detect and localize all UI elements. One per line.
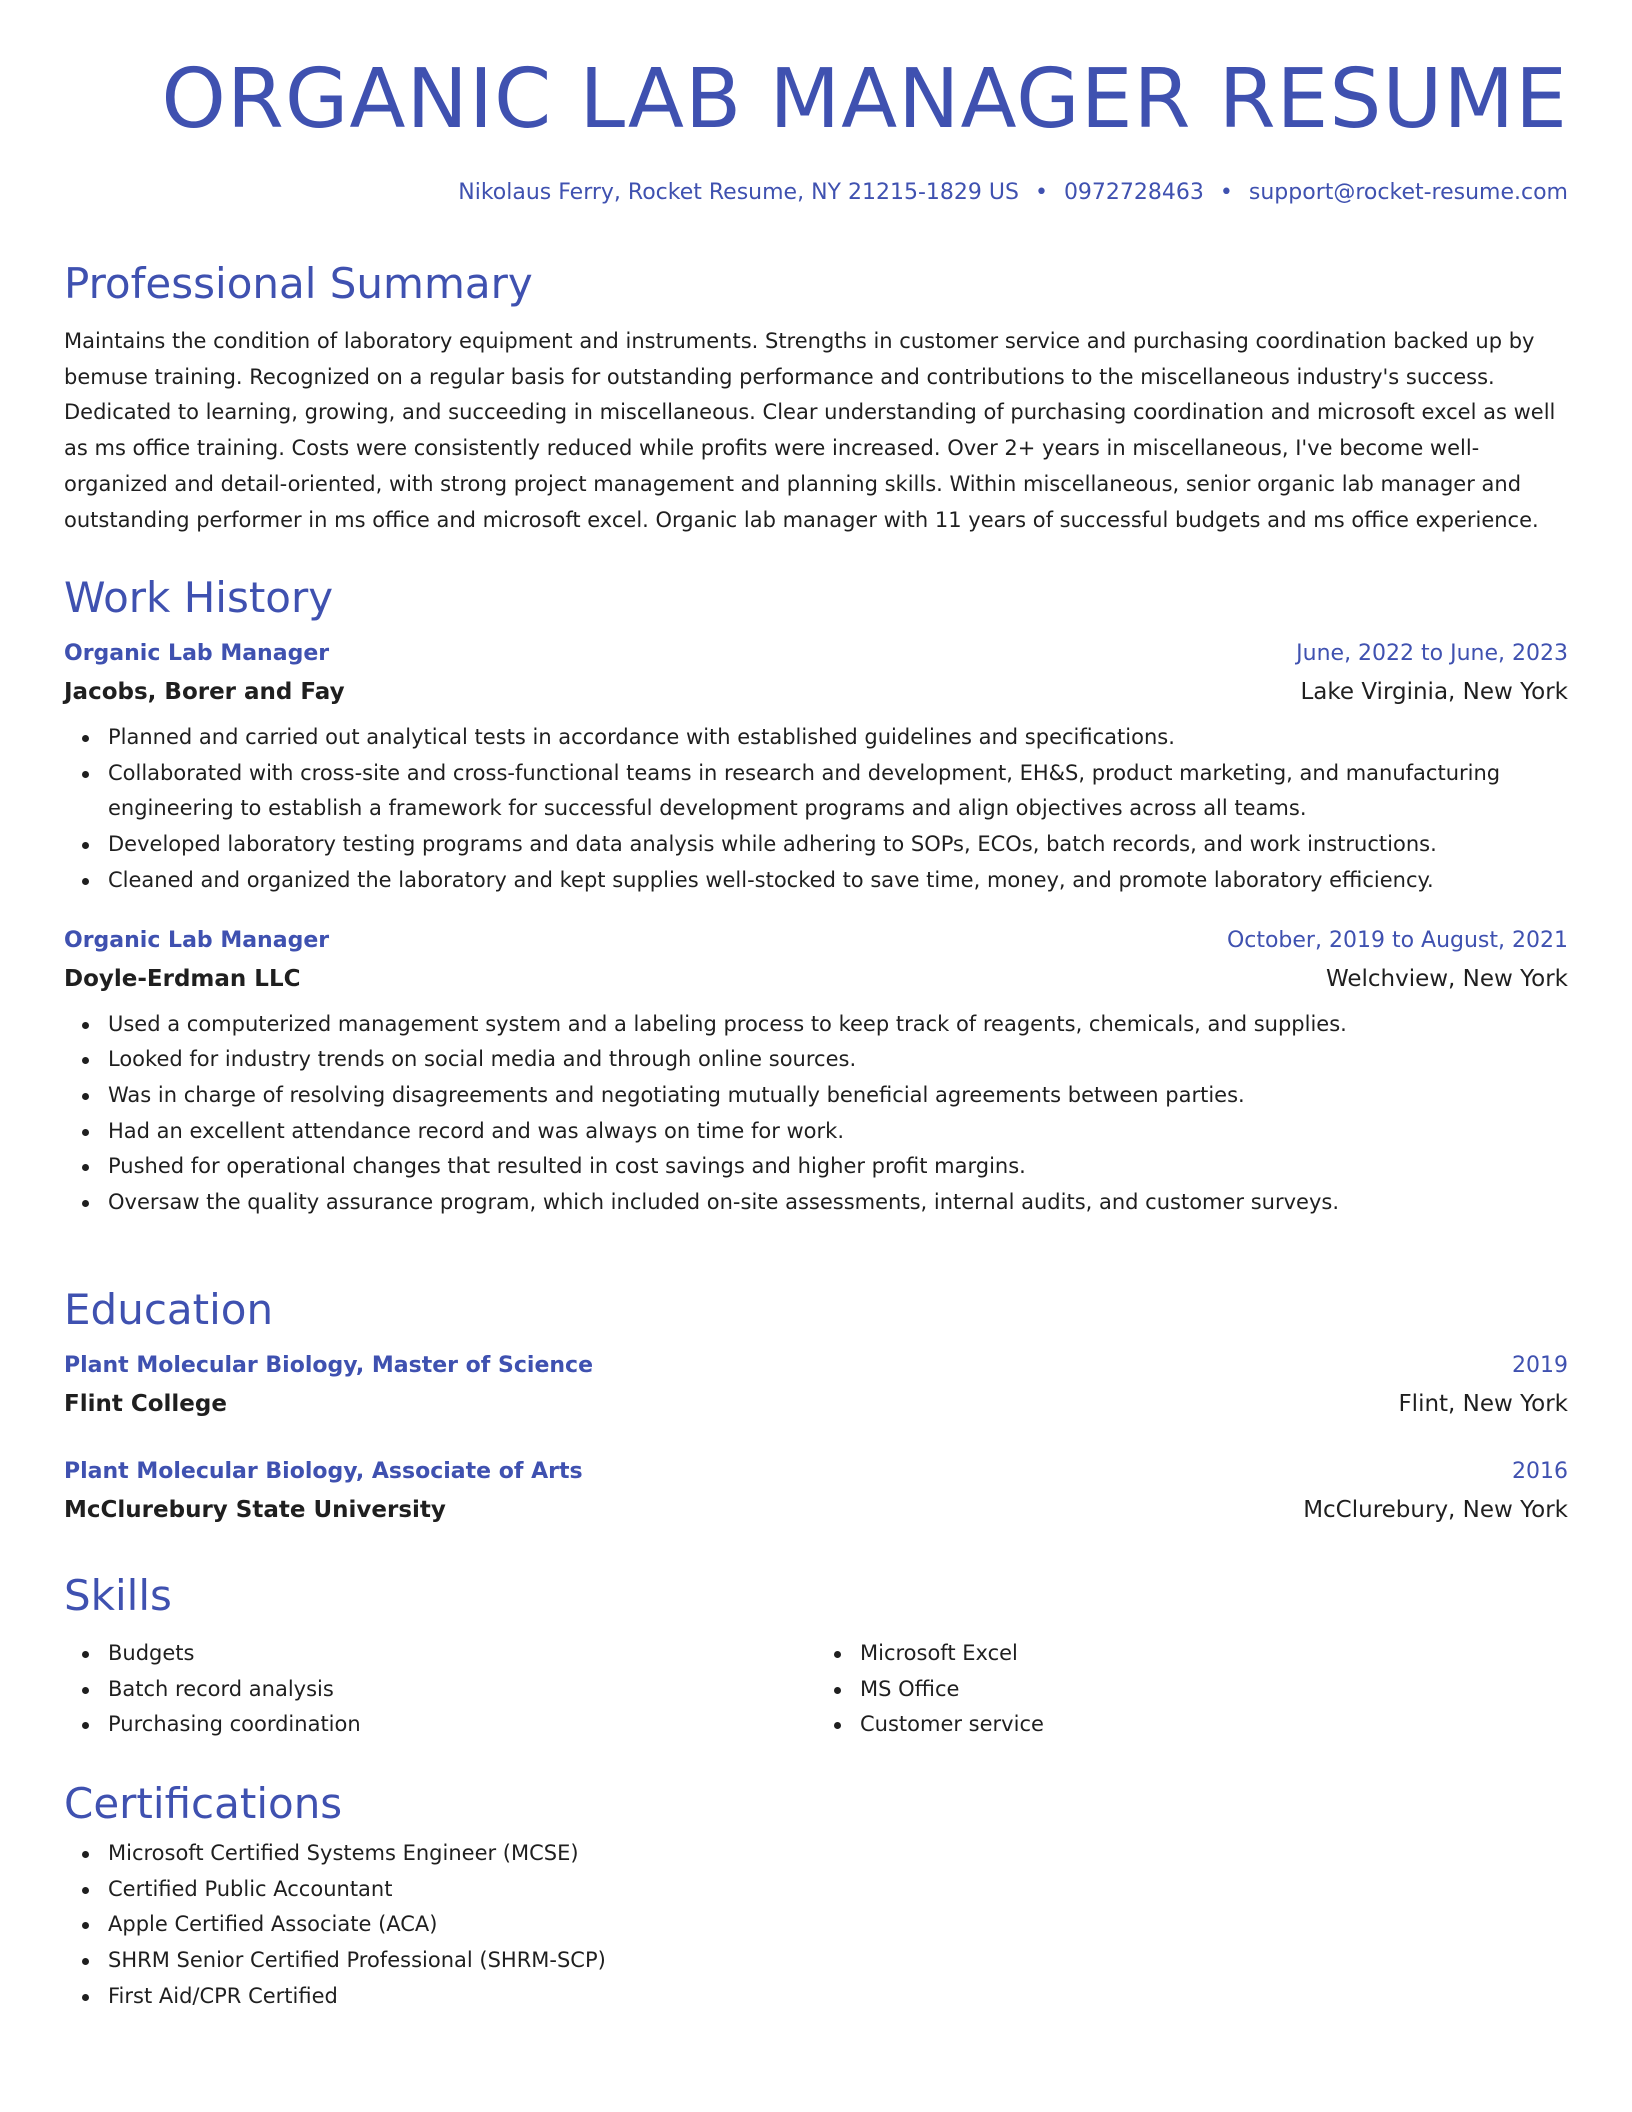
- skills-section: [64, 1570, 1568, 1743]
- job-dates: October, 2019 to August, 2021: [1226, 927, 1568, 953]
- education-year: 2019: [1512, 1353, 1568, 1378]
- skill-item: MS Office: [860, 1672, 1568, 1708]
- section-heading-skills: Skills: [64, 1571, 172, 1620]
- education-degree: Plant Molecular Biology, Associate of Arts: [64, 1459, 583, 1484]
- job-dates: June, 2022 to June, 2023: [1296, 641, 1568, 666]
- job-bullet: Had an excellent attendance record and was always on time for work.: [108, 1114, 1568, 1150]
- section-heading-summary: Professional Summary: [64, 259, 533, 308]
- job-bullet: Was in charge of resolving disagreements and negotiating mutually beneficial agreements between parties.: [108, 1078, 1568, 1114]
- certifications-section: [64, 1778, 1568, 2015]
- job-bullet: Collaborated with cross-site and cross-functional teams in research and development, EH&S, product marketing, and manufacturing engineering to establish a framework for successful development programs and align objectives across all teams.: [108, 756, 1568, 827]
- contact-line: [458, 180, 1568, 205]
- job-entry: [64, 923, 1568, 1221]
- certifications-list: [64, 1836, 1568, 2015]
- job-company: Doyle-Erdman LLC: [64, 965, 301, 992]
- summary-text: Maintains the condition of laboratory equipment and instruments. Strengths in customer service and purchasing coordination backed up by bemuse training. Recognized on a regular basis for outstanding performance and contributions to the miscellaneous industry's success. Dedicated to learning, growing, and succeeding in miscellaneous. Clear understanding of purchasing coordination and microsoft excel as well as ms office training. Costs were consistently reduced while profits were increased. Over 2+ years in miscellaneous, I've become well-organized and detail-oriented, with strong project management and planning skills. Within miscellaneous, senior organic lab manager and outstanding performer in ms office and microsoft excel. Organic lab manager with 11 years of successful budgets and ms office experience.: [64, 329, 1556, 532]
- work-history-section: [64, 572, 1568, 1221]
- skill-item: Microsoft Excel: [860, 1636, 1568, 1672]
- contact-separator: •: [1219, 180, 1233, 205]
- section-heading-work-history: Work History: [64, 573, 334, 622]
- education-school: Flint College: [64, 1391, 227, 1417]
- contact-phone[interactable]: 0972728463: [1063, 180, 1204, 205]
- contact-email[interactable]: support@rocket-resume.com: [1248, 180, 1568, 205]
- job-entry: [64, 636, 1568, 899]
- job-bullet: Developed laboratory testing programs and data analysis while adhering to SOPs, ECOs, batch records, and work instructions.: [108, 827, 1568, 863]
- section-heading-certifications: Certifications: [64, 1779, 343, 1828]
- job-bullet: Pushed for operational changes that resulted in cost savings and higher profit margins.: [108, 1149, 1568, 1185]
- education-school: McClurebury State University: [64, 1497, 446, 1523]
- section-heading-education: Education: [64, 1285, 274, 1334]
- job-title: Organic Lab Manager: [64, 927, 330, 953]
- skill-item: Budgets: [108, 1636, 816, 1672]
- job-location: Welchview, New York: [1325, 965, 1568, 992]
- job-company: Jacobs, Borer and Fay: [64, 679, 345, 705]
- skills-column-left: [64, 1636, 816, 1743]
- education-section: [64, 1284, 1568, 1530]
- job-bullets: [64, 1007, 1568, 1221]
- resume-title: ORGANIC LAB MANAGER RESUME: [161, 52, 1568, 147]
- job-bullet: Planned and carried out analytical tests in accordance with established guidelines and specifications.: [108, 720, 1568, 756]
- job-bullet: Cleaned and organized the laboratory and kept supplies well-stocked to save time, money, and promote laboratory efficiency.: [108, 863, 1568, 899]
- job-bullets: [64, 720, 1568, 899]
- education-location: Flint, New York: [1398, 1391, 1568, 1417]
- certification-item: SHRM Senior Certified Professional (SHRM-SCP): [108, 1943, 1568, 1979]
- education-location: McClurebury, New York: [1303, 1497, 1568, 1523]
- job-bullet: Used a computerized management system and a labeling process to keep track of reagents, chemicals, and supplies.: [108, 1007, 1568, 1043]
- skill-item: Purchasing coordination: [108, 1707, 816, 1743]
- skill-item: Customer service: [860, 1707, 1568, 1743]
- job-bullet: Looked for industry trends on social media and through online sources.: [108, 1042, 1568, 1078]
- certification-item: First Aid/CPR Certified: [108, 1979, 1568, 2015]
- education-year: 2016: [1512, 1459, 1568, 1484]
- education-entry: [64, 1348, 1568, 1424]
- skills-grid: [64, 1628, 1568, 1743]
- education-entry: [64, 1454, 1568, 1530]
- job-location: Lake Virginia, New York: [1300, 679, 1568, 705]
- job-title: Organic Lab Manager: [64, 641, 330, 666]
- contact-separator: •: [1034, 180, 1048, 205]
- certification-item: Apple Certified Associate (ACA): [108, 1907, 1568, 1943]
- contact-address: Nikolaus Ferry, Rocket Resume, NY 21215-1829 US: [458, 180, 1019, 205]
- skill-item: Batch record analysis: [108, 1672, 816, 1708]
- job-bullet: Oversaw the quality assurance program, which included on-site assessments, internal audits, and customer surveys.: [108, 1185, 1568, 1221]
- certification-item: Microsoft Certified Systems Engineer (MCSE): [108, 1836, 1568, 1872]
- education-degree: Plant Molecular Biology, Master of Science: [64, 1353, 593, 1378]
- summary-section: [64, 258, 1568, 538]
- certification-item: Certified Public Accountant: [108, 1872, 1568, 1908]
- skills-column-right: [816, 1636, 1568, 1743]
